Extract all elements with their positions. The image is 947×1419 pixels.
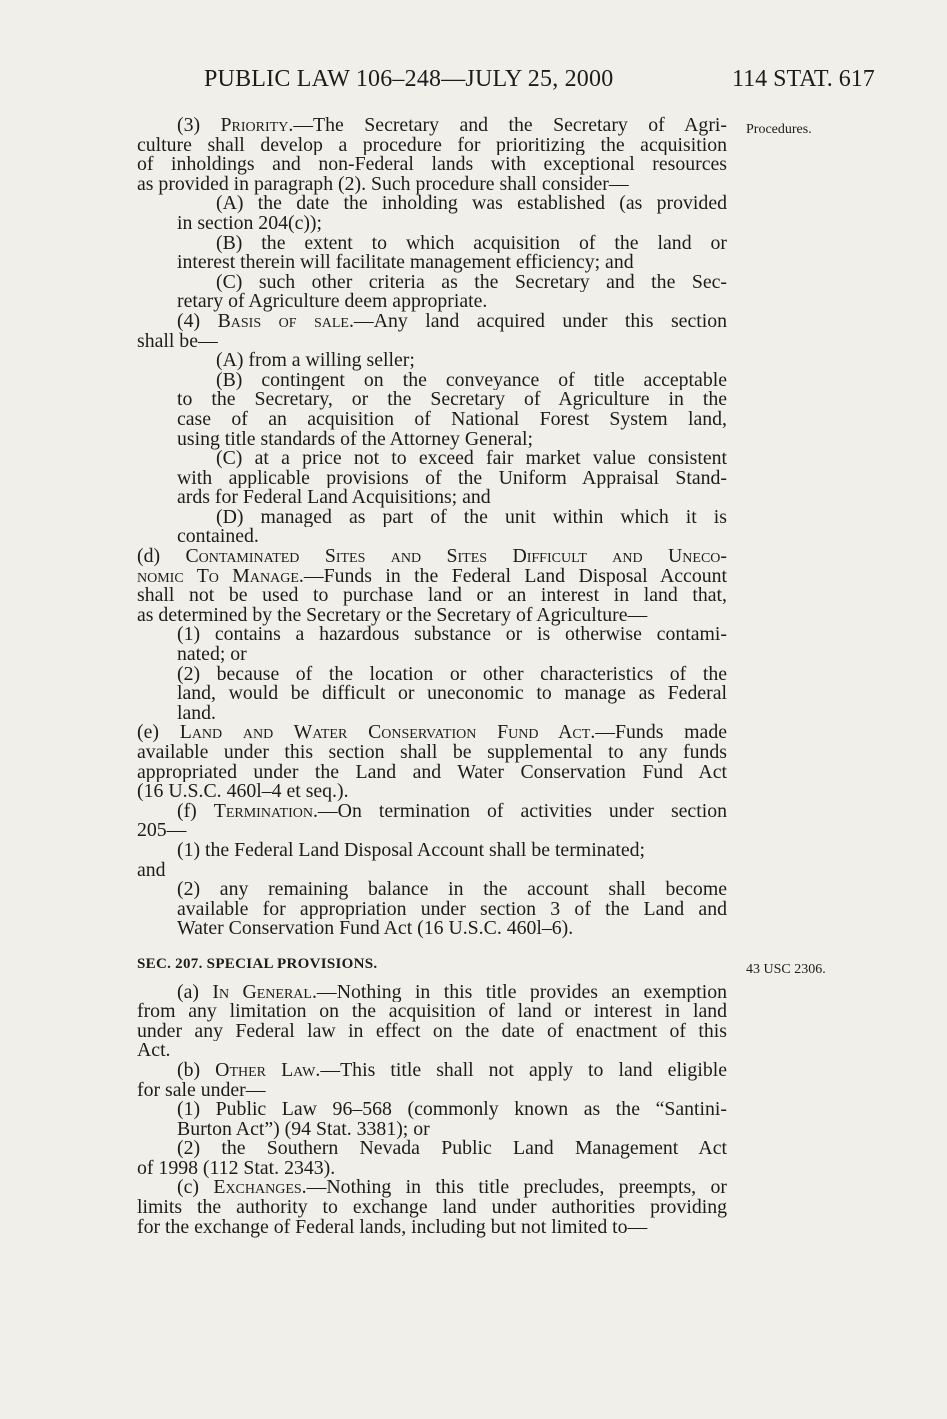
text-line: (16 U.S.C. 460l–4 et seq.). [137,780,349,803]
text-line: (1) the Federal Land Disposal Account shall be terminated; [177,838,646,861]
text-line: for sale under— [137,1078,266,1101]
text-line: land. [177,701,217,724]
text-line: (A) from a willing seller; [216,349,415,372]
text-line: as provided in paragraph (2). Such procedure shall consider— [137,172,629,195]
text-line: from any limitation on the acquisition of land or interest in land [137,1002,727,1022]
text-line: available under this section shall be supplemental to any funds [137,743,727,763]
paragraph-3-heading-line: (3) Priority.—The Secretary and the Secretary of Agri- [177,116,727,136]
section-207-heading: SEC. 207. SPECIAL PROVISIONS. [137,955,378,972]
text-line: (2) any remaining balance in the account shall become [177,880,727,900]
text-line: (2) the Southern Nevada Public Land Management Act [177,1139,727,1159]
subsection-a-heading-line: (a) In General.—Nothing in this title provides an exemption [177,982,727,1003]
text-line: appropriated under the Land and Water Conservation Fund Act [137,762,727,783]
text-line: in section 204(c)); [177,211,323,234]
subsection-c-heading-line: (c) Exchanges.—Nothing in this title precludes, preempts, or [177,1178,727,1199]
text-line: contained. [177,525,259,548]
paragraph-4-heading-line: (4) Basis of sale.—Any land acquired under this section [177,311,727,332]
text-line: interest therein will facilitate management efficiency; and [177,251,634,274]
text-line: using title standards of the Attorney General; [177,427,533,450]
text-line: case of an acquisition of National Forest System land, [177,409,727,430]
text-line: Act. [137,1039,171,1062]
text-line: ards for Federal Land Acquisitions; and [177,486,491,509]
text-line: shall be— [137,329,218,352]
statute-page-ref: 114 STAT. 617 [732,66,875,92]
subsection-d-heading-line-2: nomic To Manage.—Funds in the Federal Land Disposal Account [137,566,727,587]
text-line: shall not be used to purchase land or an interest in land that, [137,586,727,606]
subsection-d-heading-line: (d) Contaminated Sites and Sites Difficult and Uneco- [137,547,727,567]
section-spacer [137,939,727,955]
text-line: Burton Act”) (94 Stat. 3381); or [177,1117,430,1140]
text-line: (C) such other criteria as the Secretary and the Sec- [216,272,727,293]
text-line: for the exchange of Federal lands, including but not limited to— [137,1215,648,1238]
text-line: of 1998 (112 Stat. 2343). [137,1156,336,1179]
text-line: (2) because of the location or other characteristics of the [177,664,727,685]
section-spacer [137,975,727,983]
text-line: 205— [137,819,187,842]
text-line: of inholdings and non-Federal lands with exceptional resources [137,155,727,175]
subsection-e-heading-line: (e) Land and Water Conservation Fund Act.—Funds made [137,723,727,743]
text-line: (1) Public Law 96–568 (commonly known as the “Santini- [177,1100,727,1120]
text-line: under any Federal law in effect on the date of enactment of this [137,1021,727,1042]
text-line: (D) managed as part of the unit within which it is [216,507,727,528]
text-line: to the Secretary, or the Secretary of Agriculture in the [177,390,727,410]
text-line: nated; or [177,643,247,666]
text-line: (A) the date the inholding was established (as provided [216,194,727,214]
text-line: Water Conservation Fund Act (16 U.S.C. 460l–6). [177,917,574,940]
text-line: with applicable provisions of the Uniform Appraisal Stand- [177,468,727,489]
text-line: as determined by the Secretary or the Secretary of Agriculture— [137,603,648,626]
body-text [137,116,727,1237]
text-line: available for appropriation under section 3 of the Land and [177,899,727,920]
running-head: PUBLIC LAW 106–248—JULY 25, 2000 [204,66,614,92]
text-line: (B) contingent on the conveyance of title acceptable [216,370,727,391]
subsection-b-heading-line: (b) Other Law.—This title shall not apply to land eligible [177,1060,727,1081]
text-line: (B) the extent to which acquisition of the land or [216,233,727,254]
text-line: (1) contains a hazardous substance or is otherwise contami- [177,625,727,646]
text-line: limits the authority to exchange land under authorities providing [137,1198,727,1218]
subsection-f-heading-line: (f) Termination.—On termination of activities under section [177,801,727,822]
text-line: and [137,858,166,881]
text-line: culture shall develop a procedure for prioritizing the acquisition [137,135,727,156]
margin-note-procedures: Procedures. [746,122,812,137]
text-line: land, would be difficult or uneconomic to manage as Federal [177,684,727,704]
text-line: (C) at a price not to exceed fair market value consistent [216,449,727,469]
margin-note-usc: 43 USC 2306. [746,962,826,977]
text-line: retary of Agriculture deem appropriate. [177,290,488,313]
